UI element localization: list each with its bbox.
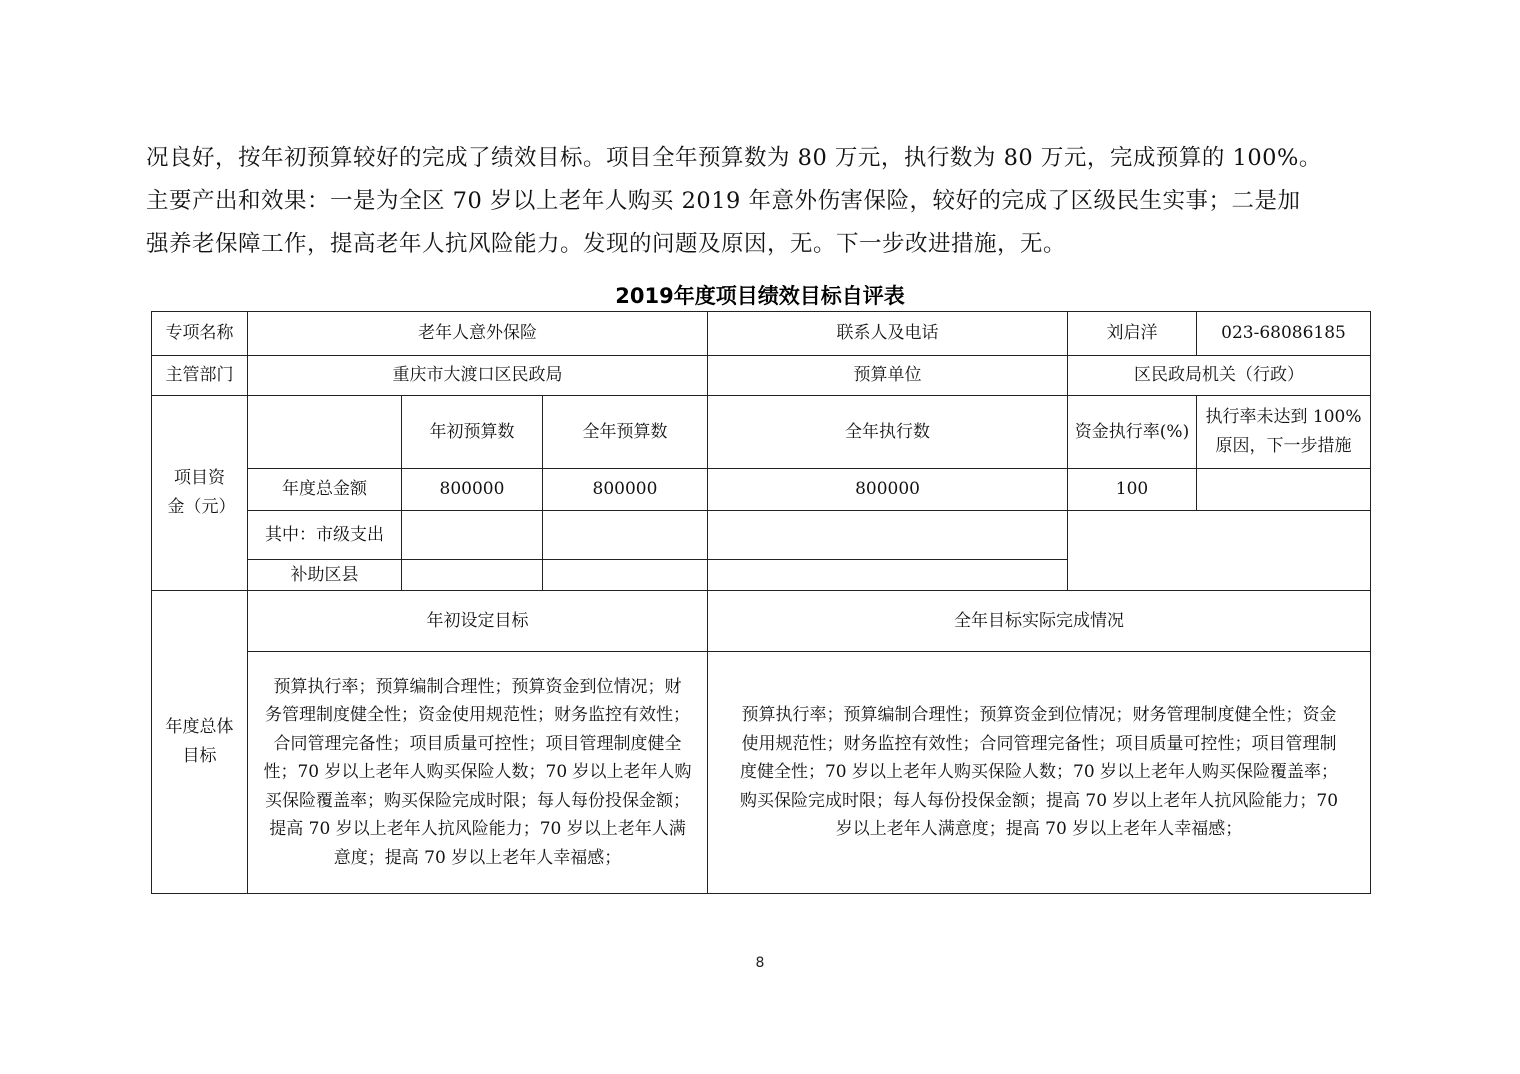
initial-budget-value: 800000: [402, 469, 543, 511]
initial-goals-header: 年初设定目标: [248, 591, 708, 652]
reason-header-line-2: 原因，下一步措施: [1215, 436, 1352, 456]
page-number: 8: [755, 955, 765, 971]
annual-budget-value: 800000: [543, 469, 708, 511]
annual-budget-value: [543, 511, 708, 560]
initial-goals-line: 买保险覆盖率；购买保险完成时限；每人每份投保金额；: [265, 790, 690, 811]
funds-row-label: 其中：市级支出: [248, 511, 402, 560]
paragraph-line-1: 况良好，按年初预算较好的完成了绩效目标。项目全年预算数为 80 万元，执行数为 80 万元，完成预算的 100%。: [146, 145, 1322, 171]
budget-unit-value: 区民政局机关（行政）: [1068, 356, 1371, 396]
actual-goals-line: 预算执行率；预算编制合理性；预算资金到位情况；财务管理制度健全性；资金: [741, 705, 1337, 726]
budget-unit-label: 预算单位: [708, 356, 1068, 396]
execution-rate-value: [1068, 511, 1371, 591]
performance-table: [151, 311, 1371, 894]
initial-goals-line: 预算执行率；预算编制合理性；预算资金到位情况；财: [273, 676, 682, 697]
project-name-row: [152, 312, 1371, 356]
initial-goals-content: [248, 652, 708, 894]
funds-row-label: 年度总金额: [248, 469, 402, 511]
goals-label: [152, 591, 248, 894]
goals-label-line-1: 年度总体: [165, 717, 234, 737]
contact-label: 联系人及电话: [708, 312, 1068, 356]
paragraph-line-3: 强养老保障工作，提高老年人抗风险能力。发现的问题及原因，无。下一步改进措施，无。: [146, 231, 1067, 257]
project-name-label: 专项名称: [152, 312, 248, 356]
project-name-value: 老年人意外保险: [248, 312, 708, 356]
funds-label-text: 项目资金（元）: [167, 468, 236, 517]
reason-header: [1197, 396, 1371, 469]
initial-budget-header: 年初预算数: [402, 396, 543, 469]
department-label: 主管部门: [152, 356, 248, 396]
initial-goals-line: 性；70 岁以上老年人购买保险人数；70 岁以上老年人购: [263, 762, 692, 783]
actual-goals-content: [708, 652, 1371, 894]
reason-value: [1197, 469, 1371, 511]
funds-header-empty: [248, 396, 402, 469]
department-row: [152, 356, 1371, 396]
actual-goals-line: 使用规范性；财务监控有效性；合同管理完备性；项目质量可控性；项目管理制: [741, 733, 1337, 754]
goals-content-row: [152, 652, 1371, 894]
actual-goals-line: 岁以上老年人满意度；提高 70 岁以上老年人幸福感；: [835, 819, 1243, 840]
initial-goals-line: 提高 70 岁以上老年人抗风险能力；70 岁以上老年人满: [269, 819, 686, 840]
initial-goals-line: 务管理制度健全性；资金使用规范性；财务监控有效性；: [265, 705, 690, 726]
actual-goals-header: 全年目标实际完成情况: [708, 591, 1371, 652]
funds-row-label: 补助区县: [248, 560, 402, 591]
contact-name: 刘启洋: [1068, 312, 1197, 356]
contact-phone: 023-68086185: [1197, 312, 1371, 356]
initial-goals-line: 合同管理完备性；项目质量可控性；项目管理制度健全: [273, 733, 682, 754]
initial-budget-value: [402, 560, 543, 591]
actual-goals-line: 购买保险完成时限；每人每份投保金额；提高 70 岁以上老年人抗风险能力；70: [739, 790, 1339, 811]
reason-header-line-1: 执行率未达到 100%: [1205, 407, 1362, 427]
annual-budget-value: [543, 560, 708, 591]
goals-header-row: [152, 591, 1371, 652]
execution-rate-value: 100: [1068, 469, 1197, 511]
annual-execution-value: [708, 511, 1068, 560]
annual-execution-value: [708, 560, 1068, 591]
annual-execution-header: 全年执行数: [708, 396, 1068, 469]
funds-city-row: [152, 511, 1371, 560]
initial-budget-value: [402, 511, 543, 560]
actual-goals-line: 度健全性；70 岁以上老年人购买保险人数；70 岁以上老年人购买保险覆盖率；: [739, 762, 1339, 783]
annual-budget-header: 全年预算数: [543, 396, 708, 469]
paragraph-line-2: 主要产出和效果：一是为全区 70 岁以上老年人购买 2019 年意外伤害保险，较好的完成了区级民生实事；二是加: [146, 188, 1301, 214]
initial-goals-line: 意度；提高 70 岁以上老年人幸福感；: [333, 847, 622, 868]
funds-label: [152, 396, 248, 591]
table-title: 2019年度项目绩效目标自评表: [615, 284, 905, 308]
funds-total-row: [152, 469, 1371, 511]
department-value: 重庆市大渡口区民政局: [248, 356, 708, 396]
annual-execution-value: 800000: [708, 469, 1068, 511]
goals-label-line-2: 目标: [182, 746, 217, 766]
execution-rate-header: 资金执行率(%): [1068, 396, 1197, 469]
funds-header-row: [152, 396, 1371, 469]
